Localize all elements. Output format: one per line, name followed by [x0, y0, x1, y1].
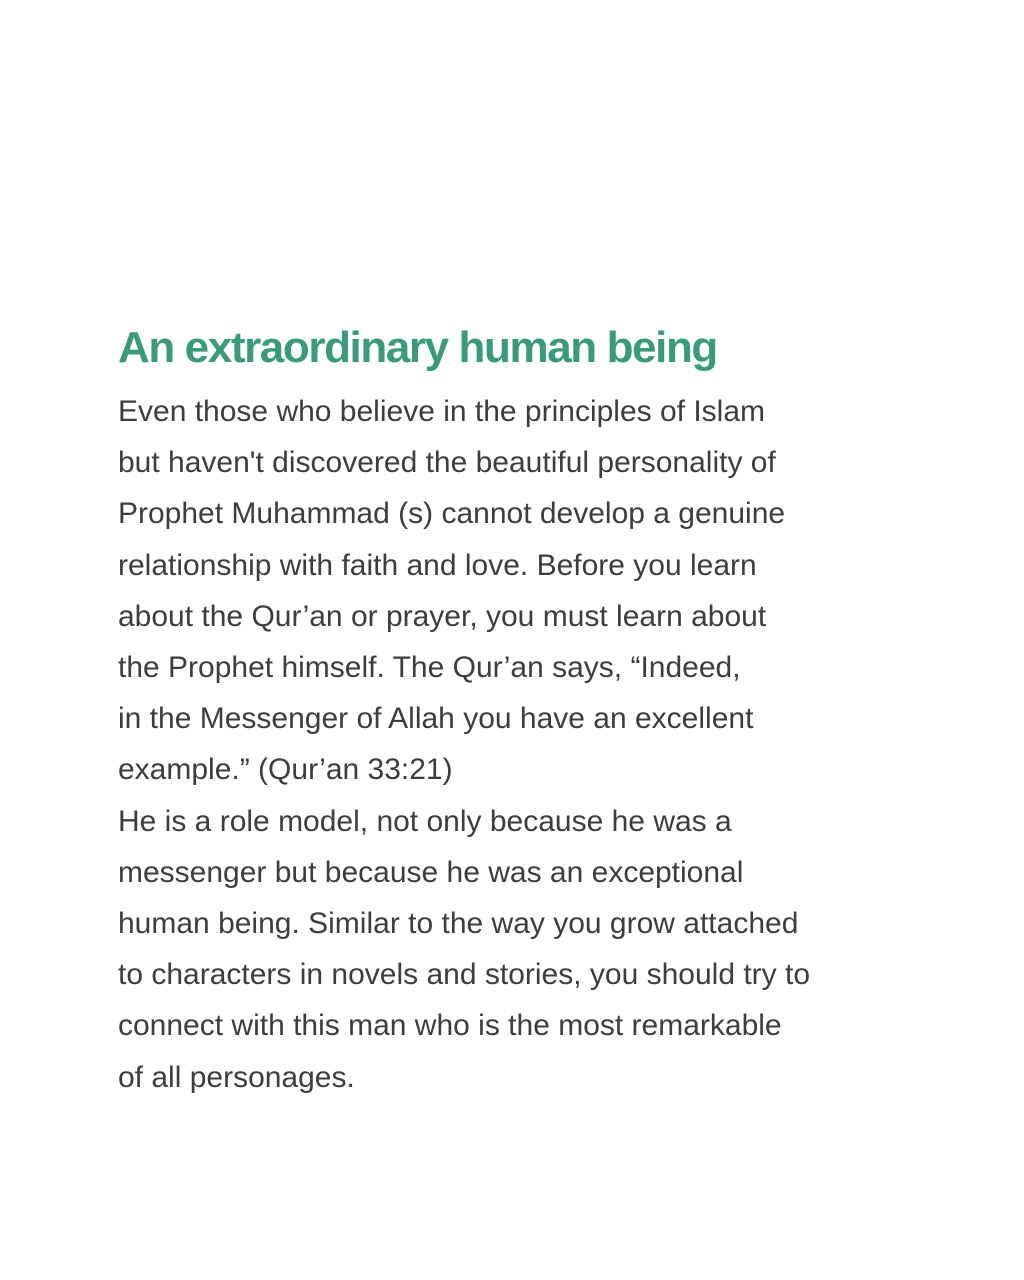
body-line: the Prophet himself. The Qur’an says, “Indeed, — [118, 651, 741, 685]
body-line: to characters in novels and stories, you should try to — [118, 958, 811, 992]
page-title: An extraordinary human being — [118, 323, 717, 372]
article — [118, 318, 938, 1103]
body-line: example.” (Qur’an 33:21) — [118, 753, 453, 787]
body-line: but haven't discovered the beautiful personality of — [118, 446, 776, 480]
body-line: human being. Similar to the way you grow attached — [118, 907, 799, 941]
body-line: of all personages. — [118, 1060, 355, 1094]
body-line: Prophet Muhammad (s) cannot develop a genuine — [118, 497, 786, 531]
body-line: connect with this man who is the most remarkable — [118, 1009, 782, 1043]
body-line: about the Qur’an or prayer, you must learn about — [118, 599, 767, 633]
body-line: messenger but because he was an exceptional — [118, 855, 744, 889]
body-line: in the Messenger of Allah you have an excellent — [118, 702, 754, 736]
article-body — [118, 386, 938, 1103]
body-line: Even those who believe in the principles of Islam — [118, 395, 766, 428]
body-line: relationship with faith and love. Before you learn — [118, 548, 757, 582]
body-line: He is a role model, not only because he was a — [118, 804, 732, 838]
